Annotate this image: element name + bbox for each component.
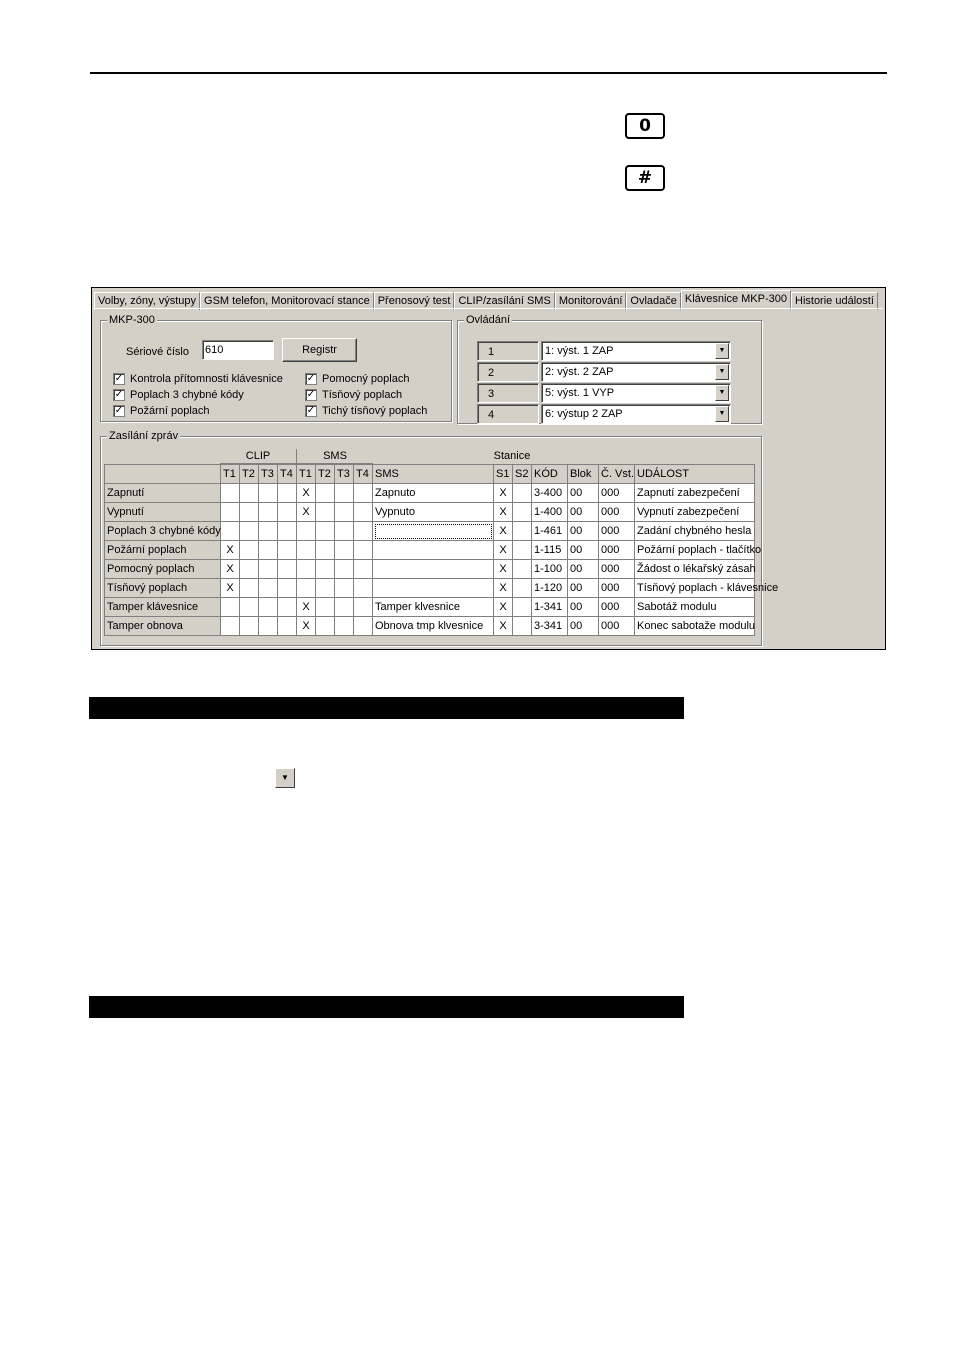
- column-header: T3: [335, 465, 354, 484]
- table-cell[interactable]: Konec sabotaže modulu: [635, 617, 755, 636]
- table-cell[interactable]: [259, 484, 278, 503]
- table-cell[interactable]: [221, 484, 240, 503]
- table-cell[interactable]: [513, 541, 532, 560]
- tab-7[interactable]: Klávesnice MKP-300: [681, 290, 791, 310]
- column-header: KÓD: [532, 465, 568, 484]
- column-header: T2: [240, 465, 259, 484]
- table-cell[interactable]: [240, 503, 259, 522]
- table-cell[interactable]: [354, 560, 373, 579]
- table-cell[interactable]: [354, 503, 373, 522]
- key-zero-icon: 0: [625, 113, 665, 139]
- table-cell[interactable]: 00: [568, 598, 599, 617]
- table-cell[interactable]: [513, 617, 532, 636]
- table-cell[interactable]: [297, 560, 316, 579]
- table-cell[interactable]: 1-341: [532, 598, 568, 617]
- table-cell[interactable]: Vypnutí zabezpečení: [635, 503, 755, 522]
- table-cell[interactable]: 00: [568, 579, 599, 598]
- table-cell[interactable]: [259, 503, 278, 522]
- table-cell[interactable]: [259, 617, 278, 636]
- register-button[interactable]: Registr: [282, 338, 357, 362]
- table-cell[interactable]: [335, 522, 354, 541]
- column-header: S2: [513, 465, 532, 484]
- ovladani-legend: Ovládání: [466, 314, 511, 326]
- mkp300-settings-window: [91, 287, 886, 650]
- table-cell[interactable]: [354, 541, 373, 560]
- table-cell[interactable]: [373, 541, 494, 560]
- table-cell[interactable]: [259, 522, 278, 541]
- table-cell[interactable]: [221, 617, 240, 636]
- tab-panel: [94, 308, 883, 647]
- control-row: [477, 341, 733, 361]
- table-cell[interactable]: [221, 503, 240, 522]
- section-heading-bar: [89, 996, 684, 1018]
- checkbox-label: Tichý tísňový poplach: [322, 405, 428, 417]
- control-action-select[interactable]: [541, 404, 731, 424]
- table-cell[interactable]: X: [297, 598, 316, 617]
- key-hash-icon: #: [625, 165, 665, 191]
- table-cell[interactable]: 3-400: [532, 484, 568, 503]
- table-cell[interactable]: [513, 503, 532, 522]
- table-cell[interactable]: X: [221, 541, 240, 560]
- table-cell[interactable]: X: [494, 484, 513, 503]
- table-cell[interactable]: [373, 579, 494, 598]
- table-cell[interactable]: X: [494, 579, 513, 598]
- column-header: T2: [316, 465, 335, 484]
- tab-4[interactable]: CLIP/zasílání SMS: [454, 292, 554, 310]
- checkbox-label: Kontrola přítomnosti klávesnice: [130, 373, 283, 385]
- table-cell[interactable]: [221, 522, 240, 541]
- table-cell[interactable]: [335, 598, 354, 617]
- table-cell[interactable]: [354, 598, 373, 617]
- table-cell[interactable]: [297, 522, 316, 541]
- checkbox[interactable]: ✓: [114, 405, 124, 416]
- table-cell[interactable]: [513, 598, 532, 617]
- table-cell[interactable]: [259, 541, 278, 560]
- chevron-down-icon[interactable]: ▼: [715, 364, 729, 380]
- section-heading-bar: [89, 697, 684, 719]
- column-header: T4: [354, 465, 373, 484]
- table-cell[interactable]: [354, 617, 373, 636]
- table-row: [105, 522, 755, 541]
- checkbox[interactable]: ✓: [114, 373, 124, 384]
- table-cell[interactable]: [513, 579, 532, 598]
- table-cell[interactable]: [240, 484, 259, 503]
- table-cell[interactable]: [316, 484, 335, 503]
- table-cell[interactable]: [316, 598, 335, 617]
- table-cell[interactable]: [316, 617, 335, 636]
- table-cell[interactable]: X: [494, 617, 513, 636]
- table-cell[interactable]: [316, 541, 335, 560]
- table-cell[interactable]: [513, 522, 532, 541]
- table-cell[interactable]: X: [221, 579, 240, 598]
- table-cell[interactable]: 00: [568, 484, 599, 503]
- column-header: S1: [494, 465, 513, 484]
- table-row: [105, 541, 755, 560]
- table-cell[interactable]: [278, 560, 297, 579]
- table-cell[interactable]: 00: [568, 541, 599, 560]
- table-cell[interactable]: [278, 579, 297, 598]
- row-header[interactable]: Požární poplach: [105, 541, 221, 560]
- column-header: T1: [297, 465, 316, 484]
- row-header[interactable]: Tamper klávesnice: [105, 598, 221, 617]
- row-header[interactable]: Tísňový poplach: [105, 579, 221, 598]
- table-cell[interactable]: X: [221, 560, 240, 579]
- table-cell[interactable]: 1-400: [532, 503, 568, 522]
- sms-group-header: SMS: [296, 449, 373, 464]
- table-cell[interactable]: 000: [599, 560, 635, 579]
- table-cell[interactable]: [221, 598, 240, 617]
- table-cell[interactable]: X: [494, 541, 513, 560]
- table-cell[interactable]: [240, 617, 259, 636]
- tab-6[interactable]: Ovladače: [626, 292, 680, 310]
- table-cell[interactable]: [335, 503, 354, 522]
- table-cell[interactable]: 1-120: [532, 579, 568, 598]
- table-cell[interactable]: 000: [599, 579, 635, 598]
- control-action-value: 5: výst. 1 VYP: [545, 387, 615, 399]
- table-cell[interactable]: [259, 560, 278, 579]
- table-cell[interactable]: [373, 560, 494, 579]
- row-header[interactable]: Pomocný poplach: [105, 560, 221, 579]
- column-header: UDÁLOST: [635, 465, 755, 484]
- serial-input[interactable]: 610: [202, 340, 274, 360]
- table-cell[interactable]: [335, 560, 354, 579]
- table-cell[interactable]: Obnova tmp klvesnice: [373, 617, 494, 636]
- zasilani-group: [100, 430, 779, 646]
- table-cell[interactable]: 00: [568, 617, 599, 636]
- table-cell[interactable]: [278, 541, 297, 560]
- table-cell[interactable]: Požární poplach - tlačítko: [635, 541, 755, 560]
- table-cell[interactable]: 000: [599, 522, 635, 541]
- checkbox[interactable]: ✓: [306, 389, 316, 400]
- mkp300-group: [100, 314, 452, 422]
- table-cell[interactable]: [335, 484, 354, 503]
- table-cell[interactable]: [316, 560, 335, 579]
- ovladani-group: [457, 314, 762, 424]
- column-header: T1: [221, 465, 240, 484]
- table-cell[interactable]: 000: [599, 598, 635, 617]
- table-cell[interactable]: X: [297, 484, 316, 503]
- row-header[interactable]: Vypnutí: [105, 503, 221, 522]
- table-cell[interactable]: [297, 541, 316, 560]
- table-cell[interactable]: [335, 579, 354, 598]
- table-cell[interactable]: 00: [568, 503, 599, 522]
- page-header-rule: [90, 72, 887, 74]
- tab-2[interactable]: GSM telefon, Monitorovací stance: [200, 292, 374, 310]
- table-cell[interactable]: [513, 560, 532, 579]
- table-cell[interactable]: 3-341: [532, 617, 568, 636]
- column-header: T4: [278, 465, 297, 484]
- table-header-row: [105, 465, 755, 484]
- table-cell[interactable]: [354, 579, 373, 598]
- table-cell[interactable]: [259, 579, 278, 598]
- chevron-down-icon[interactable]: ▼: [715, 385, 729, 401]
- table-cell[interactable]: Tísňový poplach - klávesnice: [635, 579, 755, 598]
- table-cell[interactable]: Vypnuto: [373, 503, 494, 522]
- tab-5[interactable]: Monitorování: [555, 292, 627, 310]
- control-action-select[interactable]: [541, 362, 731, 382]
- table-row: [105, 579, 755, 598]
- table-cell[interactable]: [316, 503, 335, 522]
- table-cell[interactable]: Sabotáž modulu: [635, 598, 755, 617]
- checkbox-label: Pomocný poplach: [322, 373, 410, 385]
- table-cell[interactable]: 000: [599, 484, 635, 503]
- clip-group-header: CLIP: [220, 449, 296, 464]
- dropdown-arrow-icon: ▼: [275, 768, 295, 788]
- table-cell[interactable]: [354, 522, 373, 541]
- message-table: [104, 464, 779, 636]
- control-number: 1: [477, 341, 539, 361]
- table-cell[interactable]: Zapnutí zabezpečení: [635, 484, 755, 503]
- table-cell[interactable]: [278, 484, 297, 503]
- row-header[interactable]: Zapnutí: [105, 484, 221, 503]
- control-action-value: 6: výstup 2 ZAP: [545, 408, 623, 420]
- table-cell[interactable]: 000: [599, 617, 635, 636]
- table-cell[interactable]: X: [494, 522, 513, 541]
- table-cell[interactable]: X: [494, 503, 513, 522]
- tab-strip: [94, 290, 878, 309]
- table-row: [105, 560, 755, 579]
- serial-label: Sériové číslo: [126, 346, 189, 358]
- table-cell[interactable]: Žádost o lékařský zásah: [635, 560, 755, 579]
- table-row: [105, 598, 755, 617]
- table-cell[interactable]: [278, 617, 297, 636]
- table-cell[interactable]: [354, 484, 373, 503]
- table-cell[interactable]: [335, 541, 354, 560]
- table-cell[interactable]: X: [297, 617, 316, 636]
- control-number: 2: [477, 362, 539, 382]
- table-cell[interactable]: [240, 560, 259, 579]
- row-header[interactable]: Tamper obnova: [105, 617, 221, 636]
- checkbox[interactable]: ✓: [114, 389, 124, 400]
- tab-3[interactable]: Přenosový test: [374, 292, 455, 310]
- control-row: [477, 383, 733, 403]
- table-cell[interactable]: [278, 598, 297, 617]
- control-action-value: 1: výst. 1 ZAP: [545, 345, 614, 357]
- table-cell[interactable]: [297, 579, 316, 598]
- table-cell[interactable]: 00: [568, 560, 599, 579]
- mkp300-legend: MKP-300: [109, 314, 155, 326]
- chevron-down-icon[interactable]: ▼: [715, 343, 729, 359]
- table-cell[interactable]: X: [297, 503, 316, 522]
- column-header: SMS: [373, 465, 494, 484]
- table-row: [105, 503, 755, 522]
- zasilani-legend: Zasílání zpráv: [109, 430, 179, 442]
- checkbox-label: Požární poplach: [130, 405, 210, 417]
- column-header: Blok: [568, 465, 599, 484]
- control-action-select[interactable]: [541, 341, 731, 361]
- stanice-group-header: Stanice: [493, 450, 531, 462]
- table-cell[interactable]: [240, 579, 259, 598]
- control-number: 3: [477, 383, 539, 403]
- table-row: [105, 484, 755, 503]
- table-cell[interactable]: [259, 598, 278, 617]
- column-header: Č. Vst.: [599, 465, 635, 484]
- table-cell[interactable]: 1-115: [532, 541, 568, 560]
- tab-8[interactable]: Historie událostí: [791, 292, 878, 310]
- table-cell[interactable]: [373, 522, 494, 541]
- control-number: 4: [477, 404, 539, 424]
- table-cell[interactable]: 1-100: [532, 560, 568, 579]
- table-cell[interactable]: X: [494, 598, 513, 617]
- control-row: [477, 362, 733, 382]
- row-header[interactable]: Poplach 3 chybné kódy: [105, 522, 221, 541]
- table-cell[interactable]: 000: [599, 541, 635, 560]
- table-cell[interactable]: [513, 484, 532, 503]
- table-cell[interactable]: 000: [599, 503, 635, 522]
- tab-1[interactable]: Volby, zóny, výstupy: [94, 292, 200, 310]
- column-header: [105, 465, 221, 484]
- table-cell[interactable]: Zapnuto: [373, 484, 494, 503]
- table-cell[interactable]: [316, 522, 335, 541]
- table-cell[interactable]: [240, 541, 259, 560]
- table-cell[interactable]: Tamper klvesnice: [373, 598, 494, 617]
- table-row: [105, 617, 755, 636]
- control-action-value: 2: výst. 2 ZAP: [545, 366, 614, 378]
- control-row: [477, 404, 733, 424]
- table-cell[interactable]: [278, 522, 297, 541]
- chevron-down-icon[interactable]: ▼: [715, 406, 729, 422]
- table-cell[interactable]: X: [494, 560, 513, 579]
- table-cell[interactable]: [278, 503, 297, 522]
- table-cell[interactable]: Zadání chybného hesla: [635, 522, 755, 541]
- table-cell[interactable]: 00: [568, 522, 599, 541]
- control-action-select[interactable]: [541, 383, 731, 403]
- column-header: T3: [259, 465, 278, 484]
- table-cell[interactable]: [240, 522, 259, 541]
- table-cell[interactable]: 1-461: [532, 522, 568, 541]
- table-cell[interactable]: [316, 579, 335, 598]
- table-cell[interactable]: [335, 617, 354, 636]
- checkbox[interactable]: ✓: [306, 405, 316, 416]
- checkbox[interactable]: ✓: [306, 373, 316, 384]
- checkbox-label: Tísňový poplach: [322, 389, 403, 401]
- checkbox-label: Poplach 3 chybné kódy: [130, 389, 244, 401]
- table-cell[interactable]: [240, 598, 259, 617]
